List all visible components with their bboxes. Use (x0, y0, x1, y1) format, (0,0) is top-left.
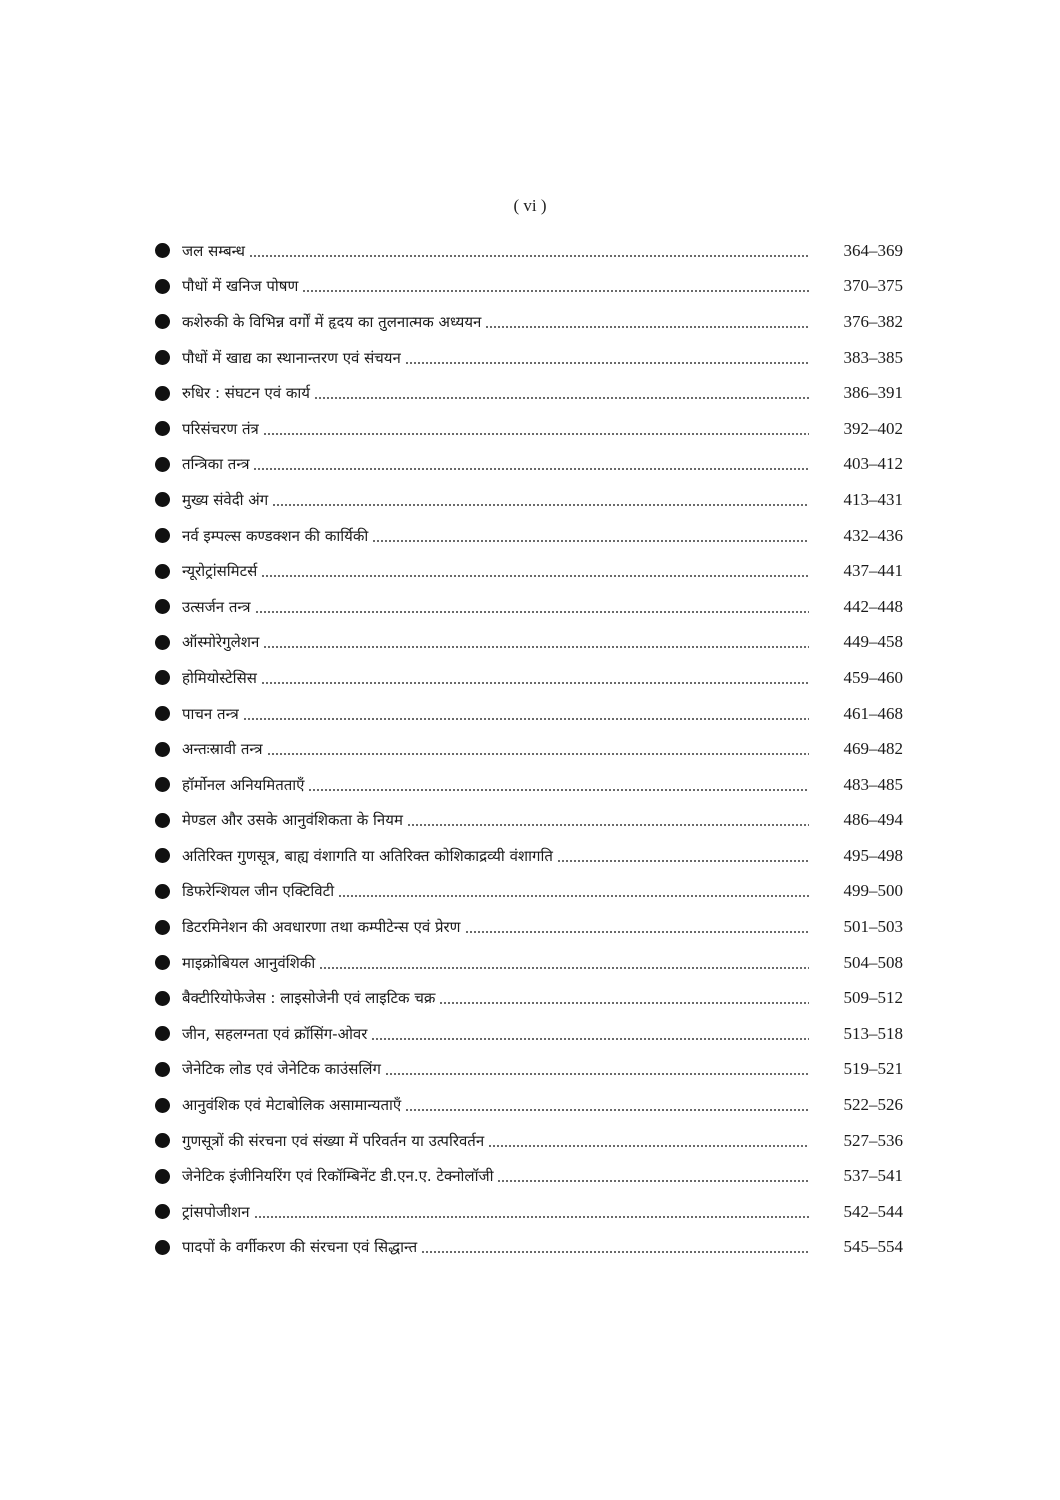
bullet-icon (155, 955, 170, 970)
toc-entry-pages: 442–448 (843, 596, 903, 616)
toc-entry (155, 447, 903, 483)
dot-leader (263, 635, 809, 649)
dot-leader (314, 386, 809, 400)
bullet-icon (155, 1062, 170, 1077)
toc-entry (155, 1230, 903, 1266)
dot-leader (253, 457, 809, 471)
toc-entry-pages: 392–402 (843, 418, 903, 438)
bullet-icon (155, 279, 170, 294)
toc-entry-pages: 461–468 (843, 703, 903, 723)
bullet-icon (155, 421, 170, 436)
toc-entry-pages: 403–412 (843, 454, 903, 474)
toc-entry-title: ऑस्मोरेगुलेशन (182, 633, 260, 652)
toc-entry (155, 269, 903, 305)
toc-entry (155, 233, 903, 269)
toc-entry (155, 482, 903, 518)
toc-entry-title: मेण्डल और उसके आनुवंशिकता के नियम (182, 811, 403, 830)
dot-leader (263, 422, 809, 436)
bullet-icon (155, 813, 170, 828)
toc-entry-pages: 370–375 (843, 276, 903, 296)
page-number: ( vi ) (513, 196, 547, 215)
toc-entry-pages: 449–458 (843, 632, 903, 652)
bullet-icon (155, 1133, 170, 1148)
dot-leader (255, 600, 809, 614)
toc-entry-title: होमियोस्टेसिस (182, 668, 257, 687)
bullet-icon (155, 706, 170, 721)
toc-entry-title: जीन, सहलग्नता एवं क्रॉसिंग-ओवर (182, 1024, 368, 1043)
dot-leader (272, 493, 809, 507)
toc-entry-title: अतिरिक्त गुणसूत्र, बाह्य वंशागति या अतिरिक्त कोशिकाद्रव्यी वंशागति (182, 846, 553, 865)
dot-leader (243, 707, 809, 721)
bullet-icon (155, 670, 170, 685)
toc-entry (155, 1194, 903, 1230)
toc-entry (155, 589, 903, 625)
toc-entry (155, 411, 903, 447)
toc-entry (155, 1016, 903, 1052)
toc-entry-pages: 504–508 (843, 952, 903, 972)
toc-entry-title: गुणसूत्रों की संरचना एवं संख्या में परिवर्तन या उत्परिवर्तन (182, 1131, 485, 1150)
toc-entry (155, 731, 903, 767)
toc-entry-pages: 527–536 (843, 1130, 903, 1150)
dot-leader (371, 1027, 809, 1041)
toc-entry (155, 874, 903, 910)
toc-entry-title: डिटरमिनेशन की अवधारणा तथा कम्पीटेन्स एवं प्रेरण (182, 918, 461, 937)
toc-entry-pages: 501–503 (843, 917, 903, 937)
table-of-contents (155, 233, 903, 1265)
toc-entry-title: हॉर्मोनल अनियमितताएँ (182, 775, 305, 794)
bullet-icon (155, 314, 170, 329)
toc-entry-title: पादपों के वर्गीकरण की संरचना एवं सिद्धान्त (182, 1238, 418, 1257)
toc-entry-title: जेनेटिक इंजीनियरिंग एवं रिकॉम्बिनेंट डी.एन.ए. टेक्नोलॉजी (182, 1167, 494, 1186)
bullet-icon (155, 1098, 170, 1113)
toc-entry-pages: 437–441 (843, 561, 903, 581)
toc-entry-pages: 383–385 (843, 347, 903, 367)
toc-entry-title: अन्तःस्रावी तन्त्र (182, 740, 263, 759)
toc-entry-title: नर्व इम्पल्स कण्डक्शन की कार्यिकी (182, 526, 369, 545)
toc-entry-title: पौधों में खनिज पोषण (182, 277, 299, 296)
bullet-icon (155, 243, 170, 258)
toc-entry-title: डिफरेन्शियल जीन एक्टिविटी (182, 882, 335, 901)
toc-entry-pages: 413–431 (843, 489, 903, 509)
toc-entry (155, 1123, 903, 1159)
toc-entry-title: रुधिर : संघटन एवं कार्य (182, 384, 310, 403)
toc-entry (155, 660, 903, 696)
toc-entry (155, 909, 903, 945)
bullet-icon (155, 1204, 170, 1219)
dot-leader (407, 813, 809, 827)
toc-entry-pages: 469–482 (843, 739, 903, 759)
toc-entry (155, 1052, 903, 1088)
bullet-icon (155, 492, 170, 507)
bullet-icon (155, 777, 170, 792)
bullet-icon (155, 1026, 170, 1041)
dot-leader (302, 279, 809, 293)
dot-leader (372, 529, 809, 543)
dot-leader (254, 1205, 809, 1219)
toc-entry (155, 980, 903, 1016)
toc-entry (155, 696, 903, 732)
bullet-icon (155, 350, 170, 365)
dot-leader (439, 991, 809, 1005)
toc-entry-pages: 486–494 (843, 810, 903, 830)
toc-entry-title: न्यूरोट्रांसमिटर्स (182, 562, 258, 581)
toc-entry-title: पौधों में खाद्य का स्थानान्तरण एवं संचयन (182, 348, 401, 367)
bullet-icon (155, 1240, 170, 1255)
toc-entry-pages: 522–526 (843, 1095, 903, 1115)
toc-entry-title: कशेरुकी के विभिन्न वर्गों में हृदय का तुलनात्मक अध्ययन (182, 312, 482, 331)
toc-entry-pages: 364–369 (843, 240, 903, 260)
toc-entry-pages: 495–498 (843, 845, 903, 865)
dot-leader (488, 1134, 809, 1148)
toc-entry (155, 945, 903, 981)
dot-leader (338, 884, 809, 898)
bullet-icon (155, 599, 170, 614)
bullet-icon (155, 457, 170, 472)
toc-entry (155, 1087, 903, 1123)
toc-entry-pages: 545–554 (843, 1237, 903, 1257)
toc-entry (155, 518, 903, 554)
toc-entry-title: आनुवंशिक एवं मेटाबोलिक असामान्यताएँ (182, 1096, 402, 1115)
toc-entry-pages: 386–391 (843, 383, 903, 403)
toc-entry (155, 1158, 903, 1194)
toc-entry-title: बैक्टीरियोफेजेस : लाइसोजेनी एवं लाइटिक चक्र (182, 989, 436, 1008)
toc-entry-title: उत्सर्जन तन्त्र (182, 597, 251, 616)
toc-entry-pages: 519–521 (843, 1059, 903, 1079)
toc-entry (155, 375, 903, 411)
bullet-icon (155, 528, 170, 543)
bullet-icon (155, 635, 170, 650)
dot-leader (405, 351, 809, 365)
toc-entry-pages: 509–512 (843, 988, 903, 1008)
bullet-icon (155, 920, 170, 935)
toc-entry (155, 767, 903, 803)
dot-leader (308, 778, 809, 792)
toc-entry-title: परिसंचरण तंत्र (182, 419, 259, 438)
toc-entry-title: पाचन तन्त्र (182, 704, 239, 723)
bullet-icon (155, 991, 170, 1006)
dot-leader (465, 920, 809, 934)
bullet-icon (155, 386, 170, 401)
toc-entry-title: जल सम्बन्ध (182, 241, 246, 260)
dot-leader (261, 671, 809, 685)
toc-entry (155, 553, 903, 589)
dot-leader (405, 1098, 809, 1112)
toc-entry-title: मुख्य संवेदी अंग (182, 490, 269, 509)
toc-entry-pages: 483–485 (843, 774, 903, 794)
dot-leader (249, 244, 809, 258)
dot-leader (319, 956, 809, 970)
dot-leader (421, 1240, 809, 1254)
toc-entry (155, 838, 903, 874)
toc-entry-title: जेनेटिक लोड एवं जेनेटिक काउंसलिंग (182, 1060, 381, 1079)
toc-entry-pages: 432–436 (843, 525, 903, 545)
toc-entry-pages: 499–500 (843, 881, 903, 901)
dot-leader (497, 1169, 809, 1183)
toc-entry-title: तन्त्रिका तन्त्र (182, 455, 250, 474)
toc-entry-pages: 542–544 (843, 1201, 903, 1221)
toc-entry (155, 625, 903, 661)
dot-leader (557, 849, 809, 863)
dot-leader (485, 315, 809, 329)
toc-entry (155, 340, 903, 376)
dot-leader (267, 742, 809, 756)
bullet-icon (155, 742, 170, 757)
toc-entry (155, 304, 903, 340)
toc-entry-pages: 376–382 (843, 311, 903, 331)
toc-entry-title: माइक्रोबियल आनुवंशिकी (182, 953, 316, 972)
toc-entry-pages: 459–460 (843, 667, 903, 687)
bullet-icon (155, 1169, 170, 1184)
dot-leader (261, 564, 809, 578)
toc-entry-title: ट्रांसपोजीशन (182, 1202, 250, 1221)
bullet-icon (155, 848, 170, 863)
toc-entry (155, 803, 903, 839)
dot-leader (385, 1062, 809, 1076)
toc-entry-pages: 513–518 (843, 1023, 903, 1043)
bullet-icon (155, 564, 170, 579)
toc-entry-pages: 537–541 (843, 1166, 903, 1186)
bullet-icon (155, 884, 170, 899)
